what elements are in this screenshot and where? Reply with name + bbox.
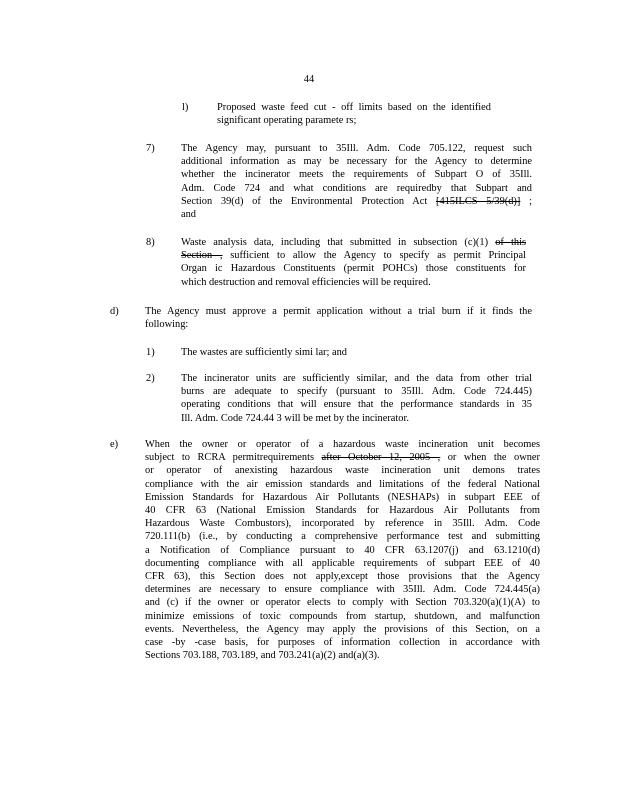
text-run: significant operating paramete rs; xyxy=(217,115,357,127)
text-line xyxy=(145,517,540,530)
item-label: 2) xyxy=(146,373,155,384)
item-text xyxy=(181,346,381,359)
text-line xyxy=(181,236,526,249)
text-line xyxy=(181,276,526,289)
text-run: events. Nevertheless, the Agency may apply the provisions of this Section, on a xyxy=(145,623,540,635)
text-line xyxy=(181,208,532,221)
text-run: When the owner or operator of a hazardous waste incineration unit becomes xyxy=(145,439,540,450)
text-line xyxy=(145,530,540,543)
text-line xyxy=(145,596,540,609)
item-text xyxy=(181,236,526,289)
text-line xyxy=(181,412,532,425)
text-line xyxy=(145,451,540,464)
text-run: The Agency must approve a permit application without a trial burn if it finds the xyxy=(145,306,532,317)
text-line xyxy=(145,504,540,517)
text-run: Section 39(d) of the Environmental Protection Act xyxy=(181,195,437,207)
text-run: operating conditions that will ensure that the performance standards in 35 xyxy=(181,399,532,411)
item-text xyxy=(181,372,532,425)
text-line xyxy=(181,142,532,155)
text-line xyxy=(181,398,532,411)
text-run: Adm. Code 724 and what conditions are requiredby that Subpart and xyxy=(181,182,532,194)
text-line xyxy=(145,649,540,662)
text-line xyxy=(181,385,532,398)
text-run: or when the owner xyxy=(440,452,540,464)
struck-text: Section , xyxy=(181,250,223,262)
text-line xyxy=(181,168,532,181)
struck-text: of this xyxy=(495,237,526,248)
text-line xyxy=(145,438,540,451)
item-text xyxy=(145,305,532,331)
text-run: following: xyxy=(145,319,189,331)
text-run: additional information as may be necessary for the Agency to determine xyxy=(181,156,532,168)
text-run: or operator of anexisting hazardous waste incineration unit demons trates xyxy=(145,465,540,477)
text-run: subject to RCRA permitrequirements xyxy=(145,452,322,464)
item-label: 7) xyxy=(146,143,155,154)
text-run: The incinerator units are sufficiently similar, and the data from other trial xyxy=(181,373,532,384)
text-line xyxy=(181,155,532,168)
text-line xyxy=(181,262,526,275)
text-line xyxy=(145,544,540,557)
text-line xyxy=(145,583,540,596)
text-line xyxy=(181,195,532,208)
text-line xyxy=(145,305,532,318)
item-label: e) xyxy=(110,439,119,450)
text-run: Sections 703.188, 703.189, and 703.241(a)(2) and(a)(3). xyxy=(145,650,380,662)
item-text xyxy=(181,142,532,221)
text-run: Emission Standards for Hazardous Air Pollutants (NESHAPs) in subpart EEE of xyxy=(145,491,540,503)
text-run: determines are necessary to ensure compliance with 35Ill. Adm. Code 724.445(a) xyxy=(145,584,540,596)
text-run: The Agency may, pursuant to 35Ill. Adm. Code 705.122, request such xyxy=(181,143,532,154)
text-line xyxy=(145,570,540,583)
text-run: whether the incinerator meets the requirements of Subpart O of 35Ill. xyxy=(181,169,532,181)
text-line xyxy=(181,182,532,195)
text-run: CFR 63), this Section does not apply,except those provisions that the Agency xyxy=(145,571,540,583)
text-run: sufficient to allow the Agency to specify as permit Principal xyxy=(222,250,526,262)
text-line xyxy=(145,478,540,491)
text-line xyxy=(145,464,540,477)
text-run: which destruction and removal efficiencies will be required. xyxy=(181,276,431,288)
text-run: Hazardous Waste Combustors), incorporated by reference in 35Ill. Adm. Code xyxy=(145,518,540,530)
text-line xyxy=(181,372,532,385)
item-label: 8) xyxy=(146,237,155,248)
text-run: compliance with the air emission standards and limitations of the federal National xyxy=(145,478,540,490)
text-run: case -by -case basis, for purposes of information collection in accordance with xyxy=(145,637,540,649)
struck-text: after October 12, 2005 , xyxy=(321,452,441,464)
text-line xyxy=(145,610,540,623)
text-line xyxy=(145,636,540,649)
text-run: ; xyxy=(520,195,532,207)
text-run: and xyxy=(181,209,197,221)
text-run: 40 CFR 63 (National Emission Standards for Hazardous Air Pollutants from xyxy=(145,505,540,517)
text-run: Ill. Adm. Code 724.44 3 will be met by the incinerator. xyxy=(181,412,409,424)
text-run: burns are adequate to specify (pursuant to 35Ill. Adm. Code 724.445) xyxy=(181,386,532,398)
text-run: minimize emissions of toxic compounds from startup, shutdown, and malfunction xyxy=(145,610,540,622)
text-line xyxy=(145,557,540,570)
page-number: 44 xyxy=(303,74,315,85)
text-line xyxy=(217,101,491,114)
struck-text: [415ILCS 5/39(d)] xyxy=(436,195,521,207)
text-run: and (c) if the owner or operator elects to comply with Section 703.320(a)(1)(A) to xyxy=(145,597,540,609)
text-run: Waste analysis data, including that submitted in subsection (c)(1) xyxy=(181,237,496,248)
text-run: 720.111(b) (i.e., by conducting a comprehensive performance test and submitting xyxy=(145,531,540,543)
text-line xyxy=(145,318,532,331)
text-run: a Notification of Compliance pursuant to 40 CFR 63.1207(j) and 63.1210(d) xyxy=(145,544,540,556)
text-run: The wastes are sufficiently simi lar; and xyxy=(181,347,348,358)
item-label: l) xyxy=(182,102,189,113)
text-run: Organ ic Hazardous Constituents (permit POHCs) those constituents for xyxy=(181,263,526,275)
item-text xyxy=(217,101,491,127)
item-text xyxy=(145,438,540,662)
text-line xyxy=(145,623,540,636)
item-label: d) xyxy=(110,306,119,317)
text-run: documenting compliance with all applicable requirements of subpart EEE of 40 xyxy=(145,557,540,569)
text-line xyxy=(217,114,491,127)
text-line xyxy=(145,491,540,504)
text-line xyxy=(181,346,381,359)
text-line xyxy=(181,249,526,262)
text-run: Proposed waste feed cut - off limits based on the identified xyxy=(217,102,491,113)
item-label: 1) xyxy=(146,347,155,358)
